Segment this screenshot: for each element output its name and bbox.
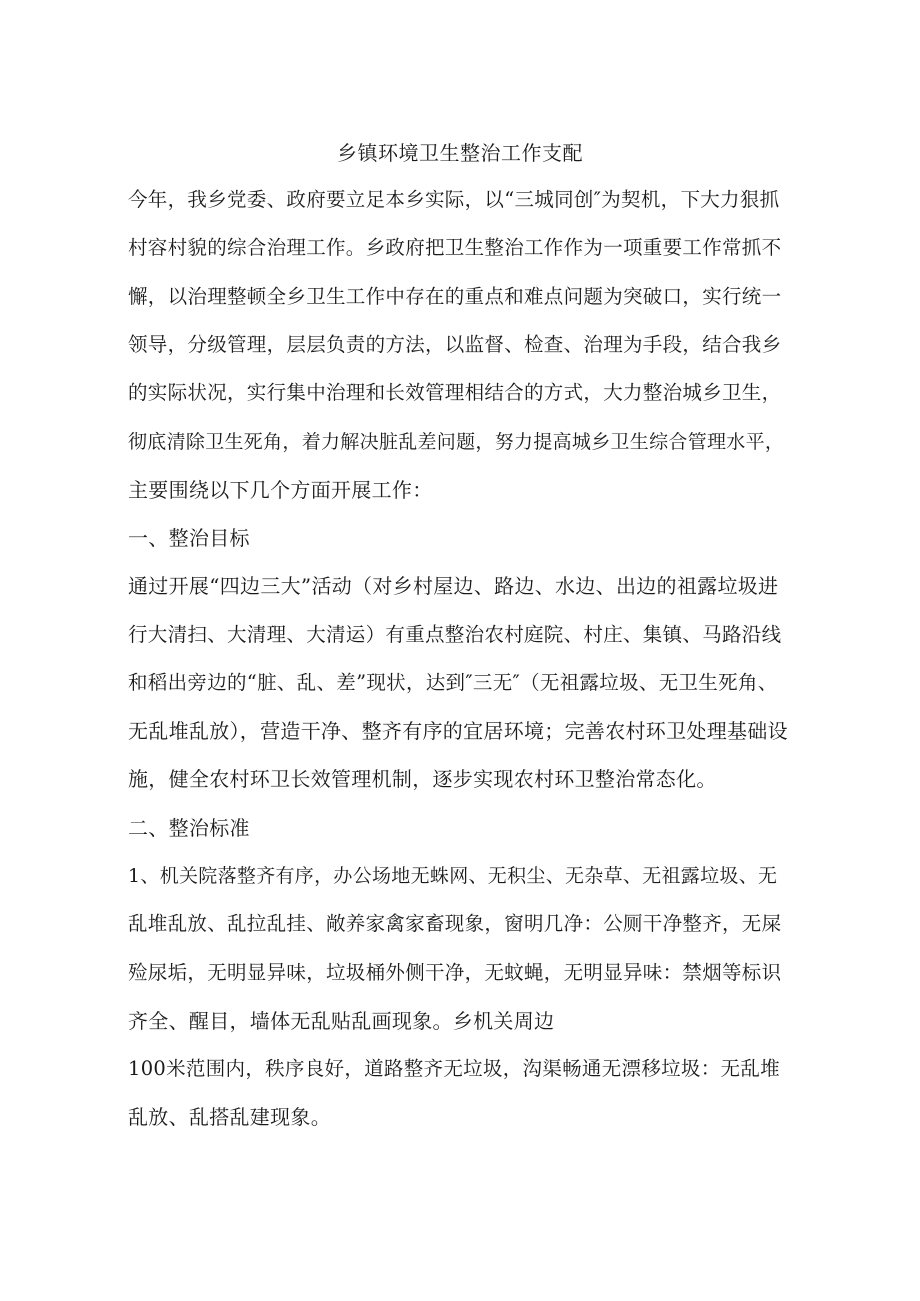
body-line: 通过开展“四边三大”活动（对乡村屋边、路边、水边、出边的祖露垃圾进	[128, 574, 779, 598]
body-line: 领导，分级管理，层层负责的方法，以监督、检查、治理为手段，结合我乡	[128, 333, 782, 356]
body-line: 1、机关院落整齐有序，办公场地无蛛网、无积尘、无杂草、无祖露垃圾、无	[128, 865, 778, 887]
body-line: 懈，以治理整顿全乡卫生工作中存在的重点和难点问题为突破口，实行统一	[128, 285, 782, 308]
body-line: 和稻出旁边的“脏、乱、差”现状，达到″三无″（无祖露垃圾、无卫生死角、	[128, 671, 778, 694]
body-line: 彻底清除卫生死角，着力解决脏乱差问题，努力提高城乡卫生综合管理水平，	[128, 431, 785, 453]
body-line: 今年，我乡党委、政府要立足本乡实际，以“三城同创″为契机，下大力狠抓	[128, 188, 780, 211]
body-line: 行大清扫、大清理、大清运）有重点整治农村庭院、村庄、集镇、马路沿线	[128, 623, 782, 646]
body-line: 乱堆乱放、乱拉乱挂、敞养家禽家畜现象，窗明几净：公厕干净整齐，无屎	[128, 912, 782, 935]
body-line: 无乱堆乱放），营造干净、整齐有序的宜居环境；完善农村环卫处理基础设	[128, 719, 788, 743]
document-title: 乡镇环境卫生整治工作支配	[337, 141, 583, 165]
section-heading: 二、整治标准	[128, 816, 250, 840]
body-line: 主要围绕以下几个方面开展工作：	[128, 478, 433, 502]
body-line: 村容村貌的综合治理工作。乡政府把卫生整治工作作为一项重要工作常抓不	[128, 236, 782, 259]
body-line: 100米范围内，秩序良好，道路整齐无垃圾，沟渠畅通无漂移垃圾：无乱堆	[128, 1057, 780, 1080]
body-line: 施，健全农村环卫长效管理机制，逐步实现农村环卫整治常态化。	[128, 767, 717, 791]
body-line: 齐全、醒目，墙体无乱贴乱画现象。乡机关周边	[128, 1009, 555, 1033]
section-heading: 一、整治目标	[128, 526, 250, 550]
body-line: 殓尿垢，无明显异味，垃圾桶外侧干净，无蚊蝇，无明显异味：禁烟等标识	[128, 961, 782, 984]
body-line: 乱放、乱搭乱建现象。	[128, 1105, 331, 1129]
body-line: 的实际状况，实行集中治理和长效管理相结合的方式，大力整治城乡卫生，	[128, 381, 782, 404]
